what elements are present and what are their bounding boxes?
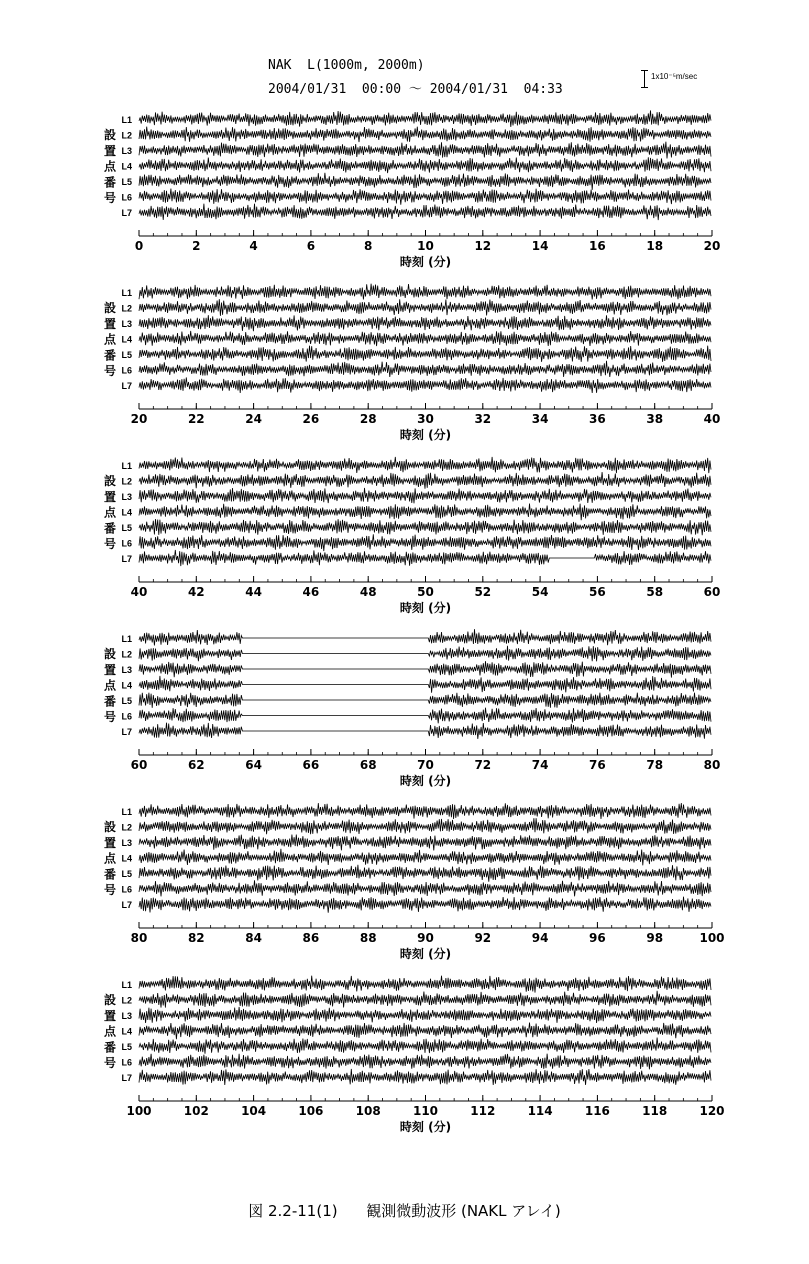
series-label: L7: [121, 208, 132, 218]
waveform-trace: [139, 976, 711, 993]
series-label: L7: [121, 900, 132, 910]
x-tick-label: 18: [646, 239, 664, 253]
station-group-label: 号: [104, 191, 117, 206]
waveform-trace: [139, 157, 711, 173]
x-tick-label: 6: [306, 239, 316, 253]
x-tick-label: 100: [699, 931, 725, 945]
waveform-trace: [139, 127, 711, 143]
series-label: L5: [121, 350, 132, 360]
x-tick-label: 106: [298, 1104, 324, 1118]
x-tick-label: 32: [474, 412, 492, 426]
series-label: L5: [121, 696, 132, 706]
waveform-trace: [139, 803, 711, 819]
station-group-label: 点: [104, 159, 117, 174]
panel-svg: [0, 973, 809, 1148]
waveform-trace: [139, 880, 711, 896]
series-label: L5: [121, 177, 132, 187]
station-title: NAK L(1000m, 2000m): [268, 58, 425, 73]
waveform-panel-6: [0, 973, 809, 1148]
x-tick-label: 92: [474, 931, 492, 945]
x-tick-label: 52: [474, 585, 492, 599]
series-label: L1: [121, 980, 132, 990]
series-label: L6: [121, 192, 132, 203]
series-label: L3: [121, 146, 132, 156]
panel-svg: [0, 281, 809, 456]
series-label: L3: [121, 492, 132, 502]
series-label: L5: [121, 869, 132, 879]
x-tick-label: 54: [531, 585, 549, 599]
x-tick-label: 80: [130, 931, 148, 945]
waveform-trace: [139, 865, 711, 882]
x-axis-label: 時刻 (分): [399, 774, 452, 788]
x-tick-label: 74: [531, 758, 549, 772]
x-tick-label: 96: [589, 931, 606, 945]
series-label: L1: [121, 807, 132, 817]
panel-svg: [0, 108, 809, 283]
x-tick-label: 14: [531, 239, 549, 253]
x-tick-label: 70: [417, 758, 434, 772]
station-group-label: 置: [104, 143, 117, 158]
x-tick-label: 104: [241, 1104, 267, 1118]
x-tick-label: 78: [646, 758, 664, 772]
waveform-trace: [139, 504, 711, 521]
station-group-label: 点: [104, 678, 117, 693]
series-label: L6: [121, 711, 132, 722]
station-group-label: 点: [104, 1024, 117, 1039]
series-label: L6: [121, 365, 132, 376]
x-tick-label: 84: [245, 931, 262, 945]
waveform-trace: [139, 331, 711, 346]
station-group-label: 置: [104, 835, 117, 850]
waveform-trace: [139, 284, 711, 300]
station-group-label: 設: [104, 128, 117, 142]
series-label: L7: [121, 1073, 132, 1083]
scale-label: 1x10⁻⁵m/sec: [651, 72, 698, 81]
station-group-label: 置: [104, 662, 117, 677]
series-label: L1: [121, 634, 132, 644]
waveform-trace: [139, 1054, 711, 1070]
station-group-label: 設: [104, 993, 117, 1007]
series-label: L1: [121, 461, 132, 471]
series-label: L5: [121, 1042, 132, 1052]
waveform-panel-5: [0, 800, 809, 975]
series-label: L2: [121, 130, 132, 141]
waveform-trace: [139, 519, 711, 535]
station-group-label: 号: [104, 710, 117, 725]
waveform-trace: [139, 110, 711, 127]
panel-svg: [0, 627, 809, 802]
x-tick-label: 26: [302, 412, 320, 426]
x-tick-label: 90: [417, 931, 434, 945]
x-tick-label: 20: [130, 412, 148, 426]
series-label: L3: [121, 838, 132, 848]
waveform-trace: [139, 173, 711, 190]
series-label: L4: [121, 680, 132, 691]
series-label: L5: [121, 523, 132, 533]
waveform-trace: [139, 361, 711, 377]
series-label: L6: [121, 1057, 132, 1068]
series-label: L4: [121, 1026, 132, 1037]
station-group-label: 点: [104, 851, 117, 866]
x-tick-label: 36: [589, 412, 606, 426]
x-axis-label: 時刻 (分): [399, 947, 452, 961]
x-axis-label: 時刻 (分): [399, 255, 452, 269]
station-group-label: 号: [104, 883, 117, 898]
x-tick-label: 68: [359, 758, 377, 772]
x-tick-label: 24: [245, 412, 262, 426]
waveform-trace: [139, 472, 711, 489]
x-tick-label: 60: [130, 758, 148, 772]
x-tick-label: 10: [417, 239, 434, 253]
waveform-panel-4: [0, 627, 809, 802]
figure-header: [0, 0, 809, 100]
scale-bar-icon: [644, 70, 645, 88]
x-tick-label: 98: [646, 931, 664, 945]
x-tick-label: 8: [364, 239, 373, 253]
waveform-trace: [139, 897, 711, 913]
series-label: L1: [121, 288, 132, 298]
x-tick-label: 94: [531, 931, 549, 945]
waveform-trace: [139, 534, 711, 551]
station-group-label: 号: [104, 537, 117, 552]
series-label: L2: [121, 303, 132, 314]
station-group-label: 番: [104, 521, 117, 536]
x-tick-label: 120: [699, 1104, 725, 1118]
waveform-trace: [139, 708, 711, 724]
x-axis-label: 時刻 (分): [399, 1120, 452, 1134]
waveform-trace: [139, 1038, 711, 1054]
station-group-label: 号: [104, 1056, 117, 1071]
x-tick-label: 62: [187, 758, 205, 772]
x-tick-label: 58: [646, 585, 664, 599]
x-tick-label: 86: [302, 931, 320, 945]
series-label: L2: [121, 476, 132, 487]
x-tick-label: 60: [703, 585, 721, 599]
x-tick-label: 116: [584, 1104, 610, 1118]
station-group-label: 設: [104, 647, 117, 661]
station-group-label: 設: [104, 820, 117, 834]
series-label: L4: [121, 853, 132, 864]
x-tick-label: 48: [359, 585, 377, 599]
station-group-label: 点: [104, 505, 117, 520]
station-group-label: 設: [104, 474, 117, 488]
x-tick-label: 64: [245, 758, 262, 772]
waveform-trace: [139, 457, 711, 473]
series-label: L3: [121, 665, 132, 675]
x-axis-label: 時刻 (分): [399, 601, 452, 615]
x-tick-label: 4: [249, 239, 258, 253]
x-axis-label: 時刻 (分): [399, 428, 452, 442]
x-tick-label: 30: [417, 412, 434, 426]
amplitude-scale: [640, 66, 760, 96]
station-group-label: 番: [104, 1040, 117, 1055]
x-tick-label: 0: [134, 239, 144, 253]
series-label: L7: [121, 727, 132, 737]
x-tick-label: 118: [642, 1104, 668, 1118]
station-group-label: 設: [104, 301, 117, 315]
x-tick-label: 82: [187, 931, 205, 945]
x-tick-label: 40: [703, 412, 721, 426]
x-tick-label: 88: [359, 931, 377, 945]
station-group-label: 号: [104, 364, 117, 379]
series-label: L6: [121, 538, 132, 549]
station-group-label: 置: [104, 489, 117, 504]
x-tick-label: 38: [646, 412, 664, 426]
series-label: L3: [121, 1011, 132, 1021]
series-label: L2: [121, 822, 132, 833]
waveform-trace: [139, 299, 711, 316]
waveform-trace: [139, 818, 711, 834]
x-tick-label: 16: [589, 239, 606, 253]
x-tick-label: 108: [355, 1104, 381, 1118]
x-tick-label: 112: [470, 1104, 496, 1118]
waveform-trace: [139, 661, 711, 677]
series-label: L3: [121, 319, 132, 329]
x-tick-label: 72: [474, 758, 492, 772]
waveform-trace: [139, 142, 711, 159]
station-group-label: 番: [104, 694, 117, 709]
waveform-trace: [139, 646, 711, 662]
waveform-trace: [139, 849, 711, 866]
x-tick-label: 46: [302, 585, 320, 599]
series-label: L2: [121, 649, 132, 660]
x-tick-label: 100: [126, 1104, 152, 1118]
series-label: L4: [121, 161, 132, 172]
x-tick-label: 20: [703, 239, 721, 253]
series-label: L7: [121, 554, 132, 564]
x-tick-label: 66: [302, 758, 320, 772]
time-range-title: 2004/01/31 00:00 〜 2004/01/31 04:33: [268, 82, 563, 97]
x-tick-label: 50: [417, 585, 434, 599]
x-tick-label: 80: [703, 758, 721, 772]
x-tick-label: 44: [245, 585, 262, 599]
station-group-label: 点: [104, 332, 117, 347]
figure-caption: 図 2.2-11(1) 観測微動波形 (NAKL アレイ): [248, 1202, 561, 1220]
waveform-panel-2: [0, 281, 809, 456]
series-label: L2: [121, 995, 132, 1006]
x-tick-label: 56: [589, 585, 606, 599]
waveform-trace: [139, 189, 711, 205]
series-label: L4: [121, 334, 132, 345]
waveform-trace: [139, 488, 711, 503]
station-group-label: 番: [104, 348, 117, 363]
waveform-trace: [139, 693, 711, 708]
x-tick-label: 110: [412, 1104, 439, 1118]
station-group-label: 番: [104, 867, 117, 882]
x-tick-label: 114: [527, 1104, 553, 1118]
x-tick-label: 22: [187, 412, 205, 426]
station-group-label: 番: [104, 175, 117, 190]
x-tick-label: 34: [531, 412, 549, 426]
waveform-trace: [139, 1069, 711, 1085]
waveform-trace: [139, 723, 711, 739]
waveform-trace: [139, 377, 711, 393]
waveform-trace: [139, 346, 711, 362]
station-group-label: 置: [104, 1008, 117, 1023]
x-tick-label: 76: [589, 758, 606, 772]
waveform-trace: [139, 204, 711, 220]
waveform-trace: [139, 629, 711, 645]
waveform-trace: [139, 1007, 711, 1023]
series-label: L1: [121, 115, 132, 125]
waveform-trace: [139, 991, 711, 1008]
x-tick-label: 102: [183, 1104, 209, 1118]
waveform-panel-3: [0, 454, 809, 629]
waveform-trace: [139, 315, 711, 331]
x-tick-label: 40: [130, 585, 148, 599]
series-label: L7: [121, 381, 132, 391]
series-label: L4: [121, 507, 132, 518]
waveform-trace: [139, 550, 711, 566]
waveform-trace: [139, 1023, 711, 1040]
panel-svg: [0, 800, 809, 975]
waveform-trace: [139, 676, 711, 693]
x-tick-label: 12: [474, 239, 492, 253]
waveform-trace: [139, 835, 711, 851]
series-label: L6: [121, 884, 132, 895]
x-tick-label: 42: [187, 585, 205, 599]
waveform-panel-1: [0, 108, 809, 283]
x-tick-label: 28: [359, 412, 377, 426]
panel-svg: [0, 454, 809, 629]
station-group-label: 置: [104, 316, 117, 331]
x-tick-label: 2: [192, 239, 201, 253]
